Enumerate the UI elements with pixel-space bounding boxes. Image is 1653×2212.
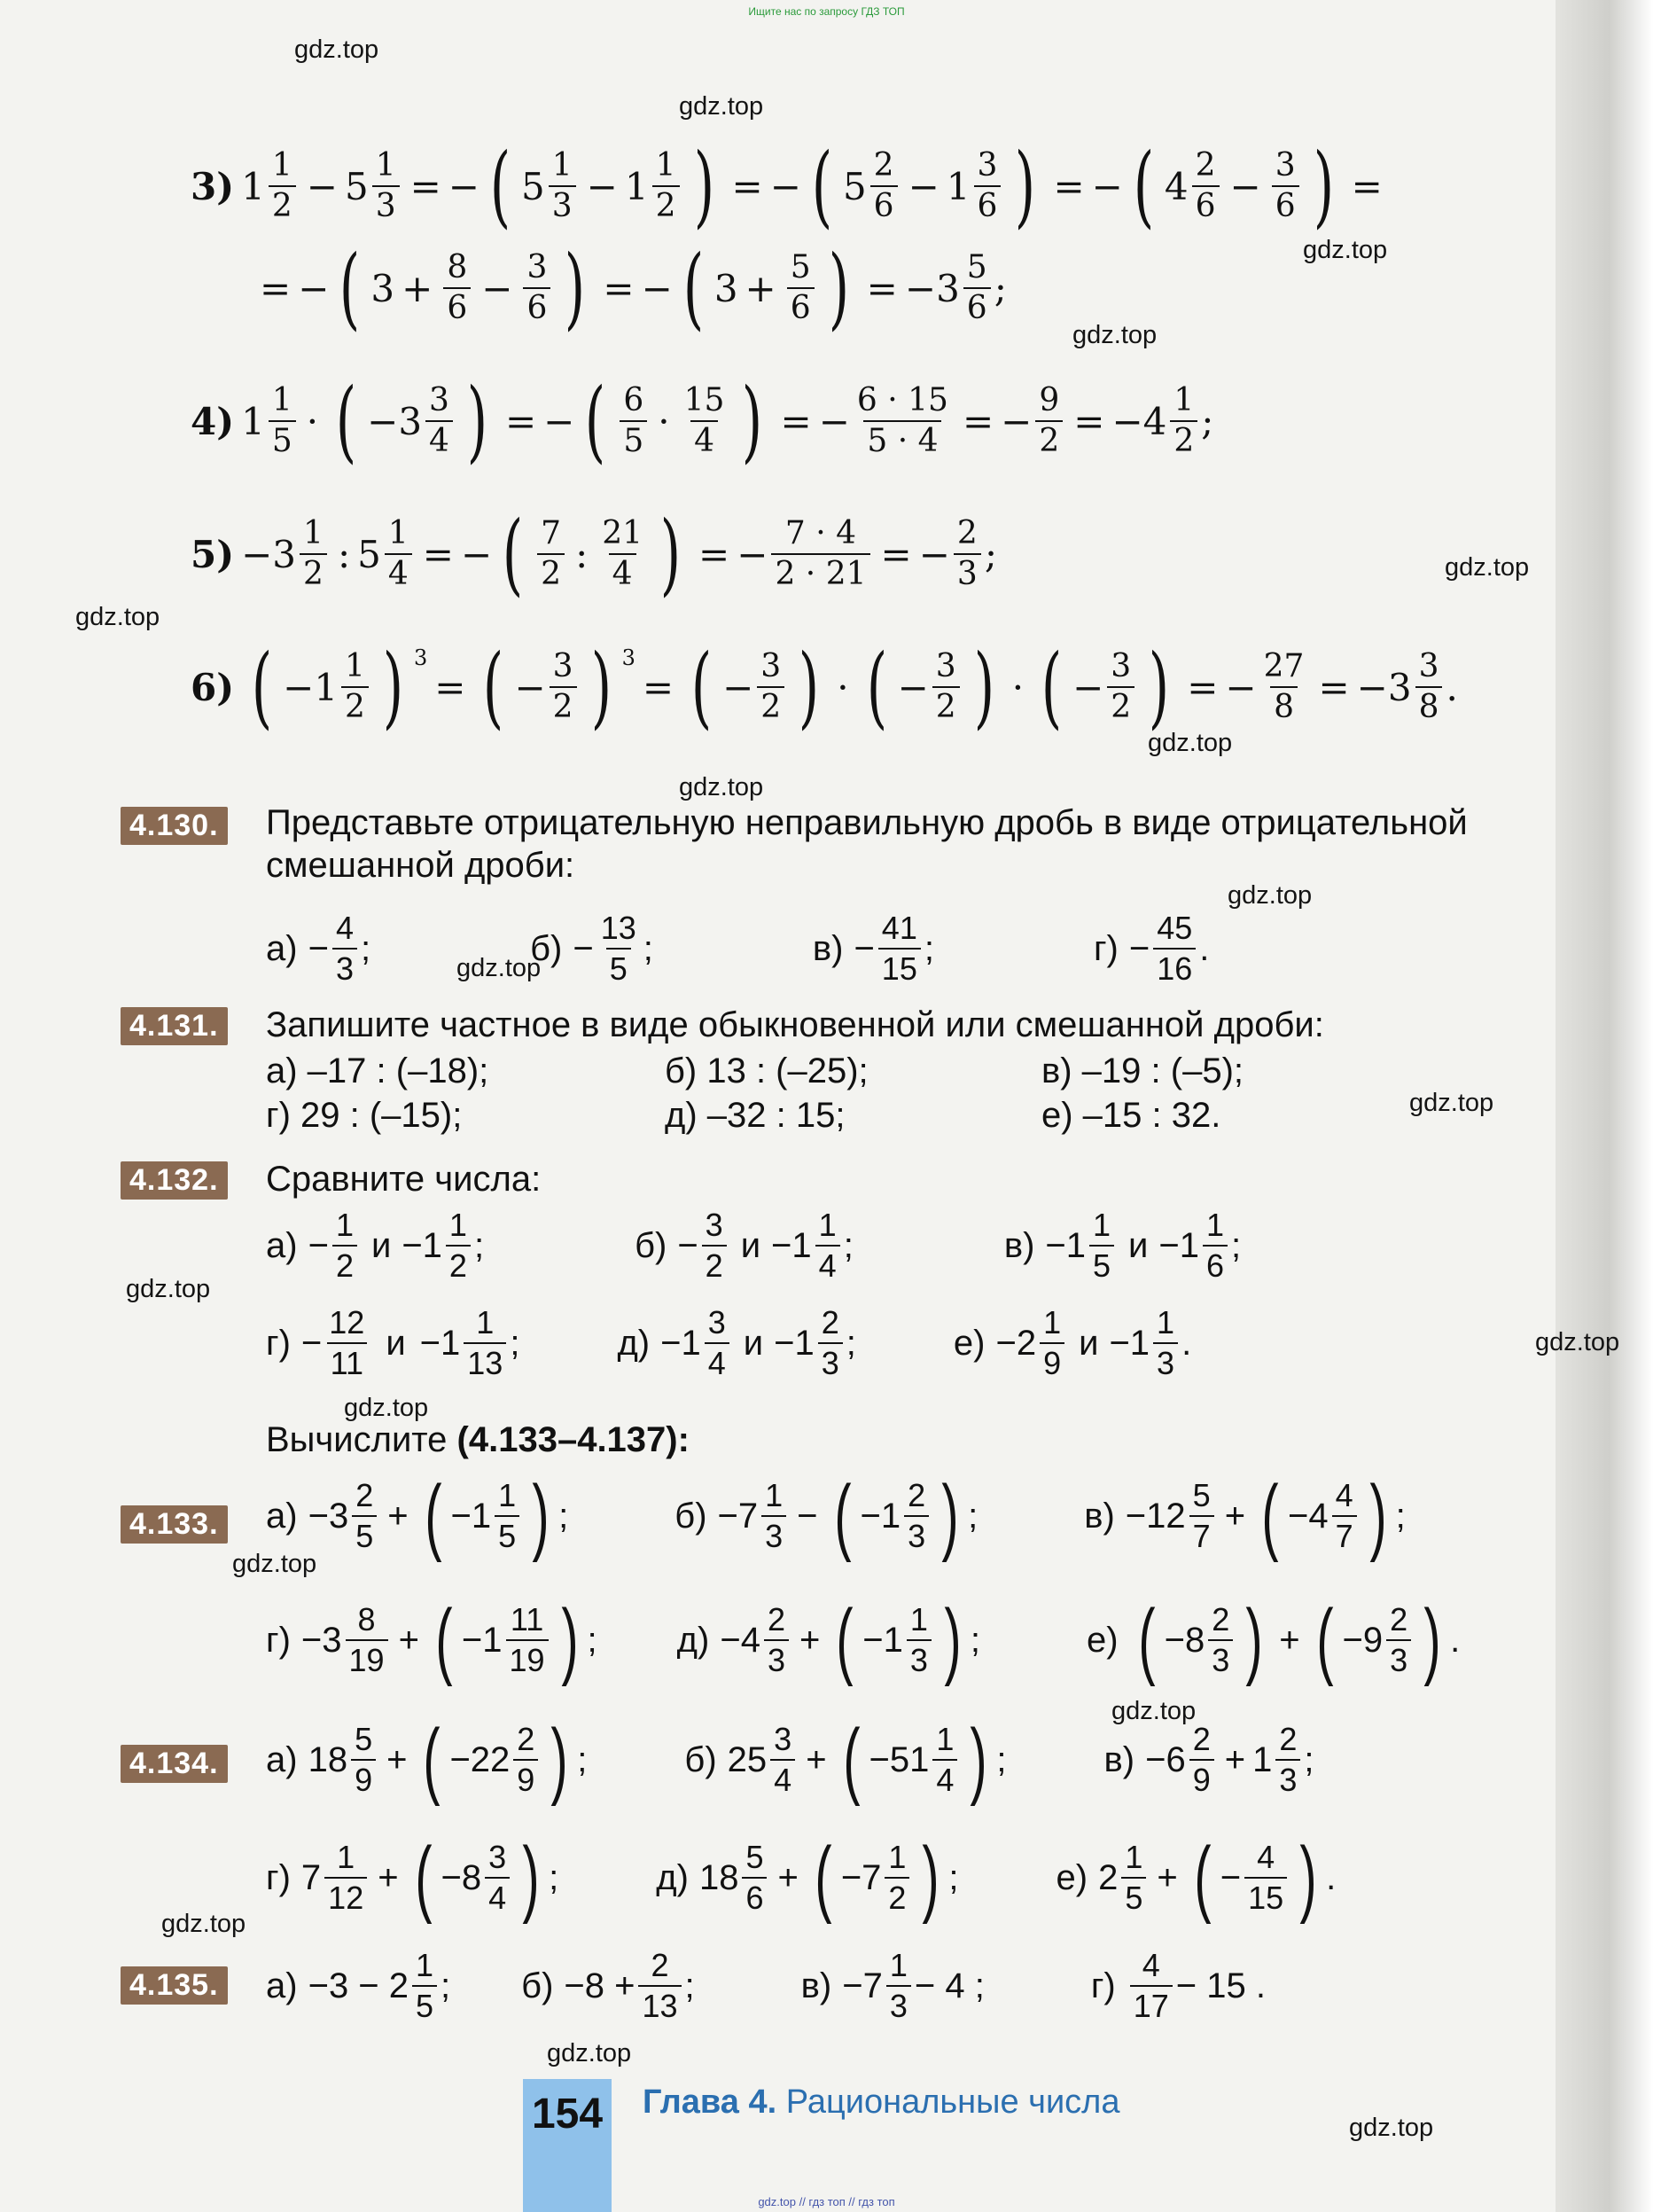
exercise-134-row-2: г) 7 $\frac{1}{12}$ + ( −8 $\frac{3}{4}$ ) ; д) 18 $\frac{5}{6}$ + ( −7 $\frac{1}{2}$ ) ; е) 2 $\frac{1}{5}$ + ( − $\frac{4}{15}$ ) .: [266, 1829, 1337, 1925]
watermark: gdz.top: [75, 603, 160, 631]
solution-5: 5) −3 $\frac{1}{2}$ : 5 $\frac{1}{4}$ = − ( $\frac{7}{2}$ : $\frac{21}{4}$ ) = − $\frac{7 \cdot 4}{2 \cdot 21}$ = − $\frac{2}{3}$ ;: [191, 502, 997, 606]
exercise-text: Сравните числа:: [266, 1160, 542, 1199]
watermark: gdz.top: [1445, 553, 1530, 582]
watermark: gdz.top: [1535, 1328, 1620, 1356]
exercise-131-item: а) –17 : (–18);: [266, 1051, 489, 1090]
exercise-badge: 4.130.: [121, 807, 228, 845]
exercise-badge: 4.131.: [121, 1007, 228, 1045]
exercise-134-row-1: а) 18 $\frac{5}{9}$ + ( −22 $\frac{2}{9}$ ) ; б) 25 $\frac{3}{4}$ + ( −51 $\frac{1}{4}$ ) ; в) −6 $\frac{2}{9}$ + 1 $\frac{2}{3}$ ;: [266, 1711, 1314, 1807]
item-number: 3): [191, 164, 235, 208]
chapter-title: Глава 4. Рациональные числа: [643, 2083, 1120, 2121]
solution-3-line-1: 3) 1 $\frac{1}{2}$ − 5 $\frac{1}{3}$ = − ( 5 $\frac{1}{3}$ − 1 $\frac{1}{2}$ ) = − ( 5 $\frac{2}{6}$ − 1 $\frac{3}{6}$ ) = − ( 4 $\frac{2}{6}$ − $\frac{3}{6}$ ) =: [191, 134, 1383, 238]
exercise-133-row-2: г) −3 $\frac{8}{19}$ + ( −1 $\frac{11}{19}$ ) ; д) −4 $\frac{2}{3}$ + ( −1 $\frac{1}{3}$ ) ; е) ( −8 $\frac{2}{3}$ ) + ( −9 $\frac{2}{3}$ ) .: [266, 1591, 1461, 1687]
watermark: gdz.top: [547, 2039, 632, 2067]
watermark: gdz.top: [344, 1394, 429, 1422]
exercise-badge: 4.133.: [121, 1505, 228, 1544]
solution-3-line-2: = − ( 3 + $\frac{8}{6}$ − $\frac{3}{6}$ ) = − ( 3 + $\frac{5}{6}$ ) = −3 $\frac{5}{6}$ ;: [260, 236, 1007, 340]
exercise-131-item: е) –15 : 32.: [1041, 1096, 1221, 1135]
exercise-badge: 4.132.: [121, 1161, 228, 1200]
exercise-badge: 4.135.: [121, 1966, 228, 2005]
watermark: gdz.top: [1303, 236, 1388, 264]
watermark: gdz.top: [1228, 881, 1313, 910]
solution-4: 4) 1 $\frac{1}{5}$ · ( −3 $\frac{3}{4}$ ) = − ( $\frac{6}{5}$ · $\frac{15}{4}$ ) = − $\frac{6 \cdot 15}{5 \cdot 4}$ = − $\frac{9}{2}$ = −4 $\frac{1}{2}$ ;: [191, 369, 1214, 473]
exercise-131-item: в) –19 : (–5);: [1041, 1051, 1244, 1090]
watermark: gdz.top: [161, 1910, 246, 1938]
exercise-130-items: а) − $\frac{4}{3}$ ; б) − $\frac{13}{5}$ ; в) − $\frac{41}{15}$ ; г) − $\frac{45}{16}$ .: [266, 909, 1210, 987]
exercise-text: Запишите частное в виде обыкновенной или смешанной дроби:: [266, 1005, 1324, 1044]
exercise-131-item: г) 29 : (–15);: [266, 1096, 463, 1135]
top-banner: Ищите нас по запросу ГДЗ ТОП: [748, 5, 905, 18]
item-number: 6): [191, 665, 235, 709]
watermark: gdz.top: [1349, 2114, 1434, 2142]
compute-heading: Вычислите (4.133–4.137):: [266, 1420, 690, 1459]
watermark: gdz.top: [1409, 1089, 1494, 1117]
exercise-132-row-2: г) − $\frac{12}{11}$ и −1 $\frac{1}{13}$ ; д) −1 $\frac{3}{4}$ и −1 $\frac{2}{3}$ ; е) −2 $\frac{1}{9}$ и −1 $\frac{1}{3}$ .: [266, 1303, 1192, 1381]
watermark: gdz.top: [679, 92, 764, 121]
exercise-131-item: б) 13 : (–25);: [665, 1051, 869, 1090]
item-number: 4): [191, 399, 235, 443]
watermark: gdz.top: [1072, 321, 1158, 349]
watermark: gdz.top: [126, 1275, 211, 1303]
watermark: gdz.top: [232, 1550, 317, 1578]
watermark: gdz.top: [456, 954, 542, 982]
watermark: gdz.top: [679, 773, 764, 801]
exercise-135-row: а) −3 − 2 $\frac{1}{5}$ ; б) −8 + $\frac{2}{13}$ ; в) −7 $\frac{1}{3}$ − 4 ; г) $\frac{4}{17}$ − 15 .: [266, 1946, 1266, 2024]
exercise-badge: 4.134.: [121, 1745, 228, 1783]
watermark: gdz.top: [1111, 1697, 1197, 1725]
watermark: gdz.top: [1148, 729, 1233, 757]
bottom-banner: gdz.top // гдз топ // гдз топ: [758, 2195, 895, 2208]
page-number: 154: [523, 2079, 612, 2212]
exercise-text: Представьте отрицательную неправильную дробь в виде отрицательной смешанной дроби:: [266, 803, 1468, 885]
page-edge: [1556, 0, 1653, 2212]
item-number: 5): [191, 532, 235, 576]
exercise-131-item: д) –32 : 15;: [665, 1096, 846, 1135]
exercise-133-row-1: а) −3 $\frac{2}{5}$ + ( −1 $\frac{1}{5}$ ) ; б) −7 $\frac{1}{3}$ − ( −1 $\frac{2}{3}$ ) ; в) −12 $\frac{5}{7}$ + ( −4 $\frac{4}{7}$ ) ;: [266, 1467, 1406, 1563]
watermark: gdz.top: [294, 35, 379, 64]
exercise-132-row-1: а) − $\frac{1}{2}$ и −1 $\frac{1}{2}$ ; б) − $\frac{3}{2}$ и −1 $\frac{1}{4}$ ; в) −1 $\frac{1}{5}$ и −1 $\frac{1}{6}$ ;: [266, 1206, 1242, 1284]
solution-6: 6) ( −1 $\frac{1}{2}$ ) 3 = ( − $\frac{3}{2}$ ) 3 = ( − $\frac{3}{2}$ ) · ( − $\frac{3}{2}$ ) · ( − $\frac{3}{2}$ ) = − $\frac{27}{8}$ = −3 $\frac{3}{8}$ .: [191, 635, 1458, 739]
